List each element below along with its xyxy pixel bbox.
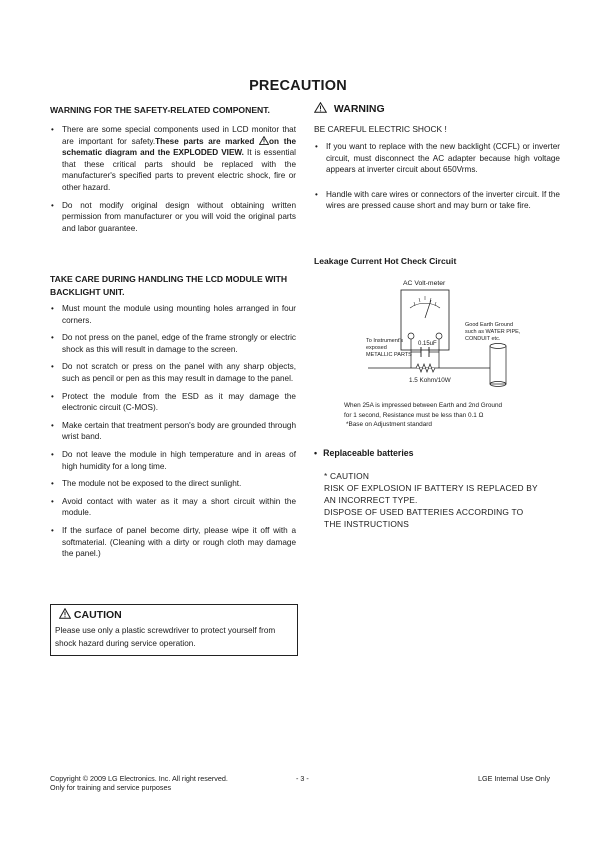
- list-item: • Avoid contact with water as it may a short circuit within the module.: [50, 496, 296, 519]
- batteries-heading: Replaceable batteries: [323, 448, 414, 458]
- lcd-handling-list: [50, 303, 296, 566]
- caution-title: CAUTION: [73, 609, 122, 621]
- page-number: - 3 -: [296, 774, 309, 783]
- resistor: [416, 364, 435, 372]
- footer-internal: LGE Internal Use Only: [478, 774, 550, 783]
- warning-list: [314, 141, 560, 218]
- safety-heading: WARNING FOR THE SAFETY-RELATED COMPONENT.: [50, 105, 270, 115]
- resistor-label: 1.5 Kohm/10W: [409, 377, 451, 384]
- list-item: • Handle with care wires or connectors of the inverter circuit. If the wires are pressed cause short and may burn or take fire.: [314, 189, 560, 212]
- list-item: • Do not press on the panel, edge of the frame strongly or electric shock as this will result in damage to the screen.: [50, 332, 296, 355]
- list-item: • Must mount the module using mounting holes arranged in four corners.: [50, 303, 296, 326]
- caution-title-row: [59, 608, 122, 621]
- warning-subtitle: BE CAREFUL ELECTRIC SHOCK !: [314, 124, 447, 134]
- list-item: • Make certain that treatment person's body are grounded through wrist band.: [50, 420, 296, 443]
- metallic-parts-label: To Instrument's exposed METALLIC PARTS: [366, 338, 412, 358]
- list-item: • Do not scratch or press on the panel with any sharp objects, such as pencil or pen as this may result in damage to the panel.: [50, 361, 296, 384]
- list-item: • The module not be exposed to the direct sunlight.: [50, 478, 296, 490]
- caution-box: [50, 604, 298, 656]
- warning-triangle-icon: [59, 608, 71, 619]
- list-item: • If the surface of panel become dirty, please wipe it off with a softmaterial. (Cleaning with a dirty or rough cloth may damage the panel.): [50, 525, 296, 560]
- bullet: •: [314, 448, 318, 458]
- leakage-circuit-diagram: [300, 270, 540, 400]
- warning-title: WARNING: [333, 103, 385, 115]
- meter-label: AC Volt-meter: [403, 280, 446, 287]
- footer-copyright: Copyright © 2009 LG Electronics. Inc. All right reserved. Only for training and service purposes: [50, 774, 228, 793]
- batteries-heading-row: [314, 448, 414, 458]
- warning-title-row: [314, 102, 385, 115]
- list-item: • There are some special components used in LCD monitor that are important for safety.These parts are marked on the schematic diagram and the EXPLODED VIEW. It is essential that these critical parts should be replaced with the manufacturer's specified parts to prevent electric shock, fire or other hazard.: [50, 124, 296, 194]
- batteries-caution: * CAUTION RISK OF EXPLOSION IF BATTERY IS REPLACED BY AN INCORRECT TYPE. DISPOSE OF USED BATTERIES ACCORDING TO THE INSTRUCTIONS: [324, 471, 538, 529]
- earth-ground-label: Good Earth Ground such as WATER PIPE, CONDUIT etc.: [465, 322, 521, 342]
- list-item: • Do not leave the module in high temperature and in areas of high humidity for a long time.: [50, 449, 296, 472]
- leakage-heading: Leakage Current Hot Check Circuit: [314, 256, 457, 266]
- caution-text: Please use only a plastic screwdriver to protect yourself from shock hazard during service operation.: [55, 626, 276, 648]
- safety-list: [50, 124, 296, 240]
- page-title: PRECAUTION: [249, 78, 347, 94]
- water-pipe: [490, 346, 506, 384]
- warning-triangle-icon: [314, 102, 327, 113]
- capacitor-label: 0.15uF: [418, 341, 437, 347]
- warning-triangle-icon: [259, 136, 269, 145]
- list-item: • Protect the module from the ESD as it may damage the electronic circuit (C-MOS).: [50, 391, 296, 414]
- list-item: • Do not modify original design without obtaining written permission from manufacturer or you will void the original parts and labor guarantee.: [50, 200, 296, 235]
- leakage-note: When 25A is impressed between Earth and 2nd Ground for 1 second, Resistance must be less than 0.1 Ω *Base on Adjustment standard: [344, 402, 503, 429]
- list-item: • If you want to replace with the new backlight (CCFL) or inverter circuit, must disconnect the AC adapter because high voltage appears at inverter circuit about 650Vrms.: [314, 141, 560, 176]
- lcd-handling-heading: TAKE CARE DURING HANDLING THE LCD MODULE WITH BACKLIGHT UNIT.: [50, 274, 288, 297]
